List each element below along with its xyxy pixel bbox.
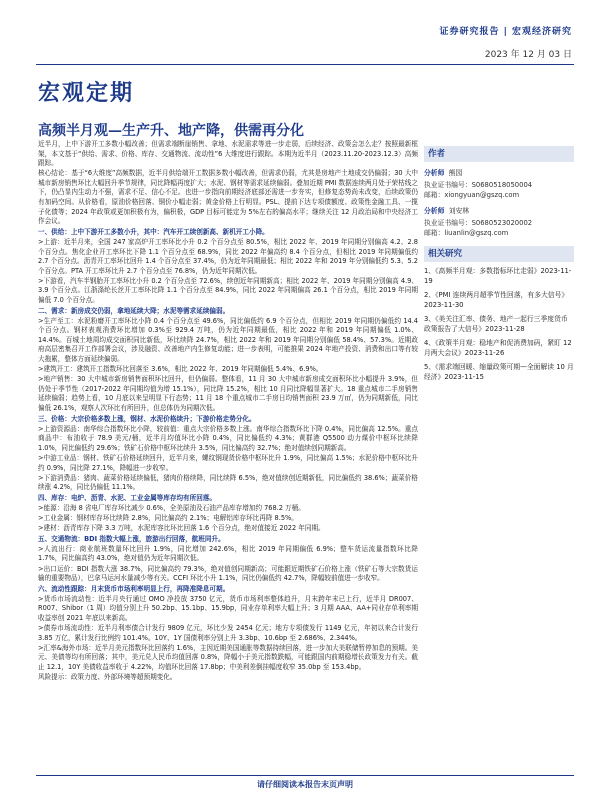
body-paragraph: >人流出行：商业航班数量环比回升 1.9%，同比增加 242.6%，相比 2019 年同期偏低 6.9%；整车货运流量指数环比降 1.7%，同比偏高约 43.0%，绝对值仍为近年同期次低。 xyxy=(38,544,418,563)
body-paragraph: >建材：沥青库存下降 3.3 万吨，水泥库容比环比回落 1.6 个百分点，绝对值接近 2022 年同期。 xyxy=(38,524,325,533)
footer-disclaimer: 请仔细阅读本报告末页声明 xyxy=(36,775,574,790)
section-heading: 六、流动性跟踪：月末货币市场利率明显上行，再降准降息可期。 xyxy=(38,584,230,593)
author-role: 分析师 xyxy=(424,169,445,177)
header-divider xyxy=(36,64,574,65)
body-paragraph: >中游工业品：钢材、铁矿石价格延续回升，近半月来，螺纹钢现货价格中枢环比升 1.9%，同比偏高 1.5%；水泥价格中枢环比升约 0.9%，同比降 27.1%，降幅进一步收窄。 xyxy=(38,454,418,472)
author-license: 执业证书编号：S0680518050004 xyxy=(424,181,533,189)
report-category: 证券研究报告 | 宏观经济研究 xyxy=(439,27,572,37)
body-paragraph: >出口运价：BDI 指数大涨 38.7%，同比偏高约 79.3%，绝对值创同期新高；可能跟近期铁矿石价格上涨（铁矿石等大宗数货运输的重要物品），巴拿马运河水量减少等有关。CCFI 环比小升 1.1%，同比仍偏低约 42.7%，降幅较前值进一步收窄。 xyxy=(38,564,418,583)
body-paragraph: 核心结论：基于“6大维度”高频数据，近半月供给端开工数据多数小幅改善，但需求仍弱，尤其是房地产土地成交仍偏弱；30 大中城市新房销售环比大幅回升季节规律，同比降幅再度扩大；水泥、钢材等需求延续偏弱。叠加近期 PMI 数据连续两月处于荣枯线之下，仍凸显内生动力不强，需求不足、信心不足。也进一步指向前期经济底部还需进一步夯实，但修复态势尚未改变，后续政策仍有加码空间。从价格看，原油价格回落、铜价小幅走弱；黄金价格上行明显。PSL、提前下达专项债额度、政策性金融工具、一揽子化债等；2024 年政策或更加积极有为，偏积极，GDP 目标可能定为 5%左右的偏高水平；继续关注 12 月政治局和中央经济工作会议。 xyxy=(38,169,418,226)
author-email[interactable]: 邮箱：xiongyuan@gszq.com xyxy=(424,191,520,199)
section-heading: 三、价格：大宗价格多数上涨，钢材、水泥价格续升；下游价格走势分化。 xyxy=(38,414,256,423)
document-type: 宏观定期 xyxy=(38,80,135,106)
author-name-line xyxy=(424,206,574,216)
body-paragraph: 风险提示：政策力度、外部环境等超预期变化。 xyxy=(38,673,177,682)
section-heading: 四、库存：电炉、沥青、水泥、工业金属等库存均有所回落。 xyxy=(38,493,217,502)
body-paragraph: >上游：近半月来，全国 247 家高炉开工率环比小升 0.2 个百分点至 80.5%，相比 2022 年、2019 年同期分别偏高 4.2、2.8 个百分点。焦化企业开工率环比下降 1.1 个百分点至 68.9%，同比 2022 年偏高约 8.4 个百分点，但相比 2019 年同期偏低约 2.7 个百分点。沥青开工率环比回升 1.4 个百分点至 37.4%，仍为近年同期最低；相比 2022 年和 2019 年分别偏低约 5.3、5.2 个百分点。PTA 开工率环比升 2.7 个百分点至 76.8%，仍为近年同期次低。 xyxy=(38,237,418,275)
author-email[interactable]: 邮箱：liuanlin@gszq.com xyxy=(424,229,509,237)
section-heading: 一、供给：上中下游开工多数小升，其中：汽车开工续创新高、新机开工小降。 xyxy=(38,227,269,236)
report-header xyxy=(439,24,572,60)
report-date: 2023 年 12 月 03 日 xyxy=(484,50,572,60)
section-heading: 二、需求：新房成交仍弱，拿地延续大降；水泥等需求延续偏弱。 xyxy=(38,306,230,315)
related-item[interactable]: 4、《政策半月观：稳地产和促消费加码，紧盯 12 月两大会议》2023-11-26 xyxy=(424,339,572,357)
author-role: 分析师 xyxy=(424,207,445,215)
related-item[interactable]: 2、《PMI 连续两月超季节性回落，有多大信号》2023-11-30 xyxy=(424,291,569,309)
body-paragraph: >下游看，汽车半钢胎开工率环比小升 0.2 个百分点至 72.6%，续创近年同期新高；相比 2022 年、2019 年同期分别偏高 4.9、3.9 个百分点。江浙涤纶长丝开工率环比降 1.1 个百分点至 84.9%，同比 2022 年同期偏高 26.1 个百分点，相比 2019 年同期偏低 7.0 个百分点。 xyxy=(38,276,418,304)
author-name: 刘安林 xyxy=(448,207,470,215)
author-name: 熊园 xyxy=(448,169,463,177)
body-paragraph: >生产至工：水泥粉磨开工率环比小降 0.4 个百分点至 49.6%，同比偏低约 6.9 个百分点，但相比 2019 年同期仍偏低约 14.4 个百分点。钢材表观消费环比增加 0.3%至 929.4 万吨，仍为近年同期最低，相比 2022 年和 2019 年同期偏低 1.0%、14.4%。百城土地周均成交面积同比新低，环比续降 24.7%，相比 2022 年和 2019 年同期分别偏低 58.4%、57.3%。近期政府高层密集召开工作部署会议，涉及融资、改善地产内生修复动能；进一步表明，可能推果 2024 年地产投资、消费和出口等有较大拖累，整体方面延续偏弱。 xyxy=(38,316,418,364)
body-paragraph: >汇率&海外市场：近半月美元指数环比回落约 1.6%，主因近期美国通胀等数据持续回落，进一步加大美联储暂停加息的预期。美元、美债等均有所回落；其中，美元兑人民币均值回落 0.8%，降幅小于美元指数跌幅，可能跟国内前期稳增长政策发力有关。截止 12.1，10Y 美债收益率收于 4.22%，均值环比回落 17.8bp；中美利差倒挂幅度收窄 35.0bp 至 153.4bp。 xyxy=(38,643,418,671)
sidebar xyxy=(424,146,574,386)
report-title: 高频半月观—生产升、地产降，供需再分化 xyxy=(38,123,304,139)
body-paragraph: 近半月，上中下游开工多数小幅改善；但需求端断崖销售、拿地、水泥需求等进一步走弱，后续经济、政策会怎么走？按照最新框架，本文基于“供给、需求、价格、库存、交通物流、流动性”6 大维度进行跟踪。本期为近半月（2023.11.20-2023.12.3）高频跟踪。 xyxy=(38,140,418,168)
related-item[interactable]: 5、《需求端回暖、缩量政策可期—全面解读 10 月经济》2023-11-15 xyxy=(424,363,574,381)
body-paragraph: >能源：沿海 8 省电厂库存环比减少 0.6%，全美原油及石油产品库存增加约 768.2 万桶。 xyxy=(38,503,305,512)
author-block xyxy=(424,206,574,238)
body-paragraph: >工业金属：钢材库存环比续降 2.8%，同比偏高约 2.1%；电解铝库存环比再降 8.5%。 xyxy=(38,514,298,523)
body-paragraph: >建筑开工：建筑开工指数环比回落至 3.6%，相比 2022 年、2019 年同期偏低 5.4%、6.9%。 xyxy=(38,365,323,374)
report-body xyxy=(38,140,418,683)
related-item[interactable]: 1、《高频半月观：多数指标环比走弱》2023-11-19 xyxy=(424,267,572,285)
author-name-line xyxy=(424,168,574,178)
body-paragraph: >下游消费品：猪肉、蔬菜价格延续偏低，猪肉价格续降，同比续降 6.5%，绝对值续创近期新低，同比偏低约 38.6%；蔬菜价格续涨 4.2%，同比仍偏低 11.1%。 xyxy=(38,473,418,492)
body-paragraph: >上游资源品：南华综合指数环比小降，较前值：重点大宗价格多数上涨。南华综合指数环比下降 0.4%，同比偏高 12.5%。重点商品中：布油收于 78.9 美元/桶，近半月均值环比小降 0.4%，同比偏低约 4.3%；黄群港 Q5500 动力煤价中枢环比续降 1.0%，同比偏低约 29.6%；铁矿石价格中枢环比续升 3.5%，同比偏高约 32.7%；绝对值续创同期新高。 xyxy=(38,424,418,452)
related-item[interactable]: 3、《美关注汇率、债务、地产一起行三季度货币政策报告了大信号》2023-11-28 xyxy=(424,315,568,333)
body-paragraph: >债券市场流动性：近半月利率债合计发行 9809 亿元，环比少发 2454 亿元；地方专项债发行 1149 亿元，年初以来合计发行 3.85 万亿，累计发行比例约 101.4%。10Y、1Y 国债利率分别上升 3.3bp、10.6bp 至 2.686%、2.344%。 xyxy=(38,624,418,642)
section-heading: 五、交通物流：BDI 指数大幅上涨，旅游出行回落，航班同升。 xyxy=(38,534,225,543)
related-heading: 相关研究 xyxy=(424,246,574,262)
author-license: 执业证书编号：S0680523020002 xyxy=(424,219,533,227)
body-paragraph: >地产销售：30 大中城市新房销售面积环比回升，但仍偏弱。整体看，11 月 30 大中城市新房成交面积环比小幅提升 3.9%，但仍处于季节性（2017-2022 年同期均值为增 15.1%），同比降 15.2%，相比 10 月同比降幅显著扩大。18 重点城市二手房销售延续偏弱；趋势上看，10 月底以来呈明显下行态势；11 月 18 个重点城市二手房日均销售面积 23.9 万㎡，仍为同期新低，同比偏低 26.1%，观察人次环比有所回升，但总体仍为同期次低。 xyxy=(38,375,418,413)
body-paragraph: >货币市场流动性：近半月央行通过 OMO 净投放 3750 亿元，货币市场利率整体趋升，月末跨年末已上行，近半月 DR007、R007、Shibor（1 周）均值分别上升 50.2bp、15.1bp、15.9bp，同业存单利率大幅上升；3 月期 AAA、AA+同业存单利率期收益率创 2021 年底以来新高。 xyxy=(38,594,418,622)
authors-heading: 作者 xyxy=(424,146,574,162)
author-block xyxy=(424,168,574,200)
